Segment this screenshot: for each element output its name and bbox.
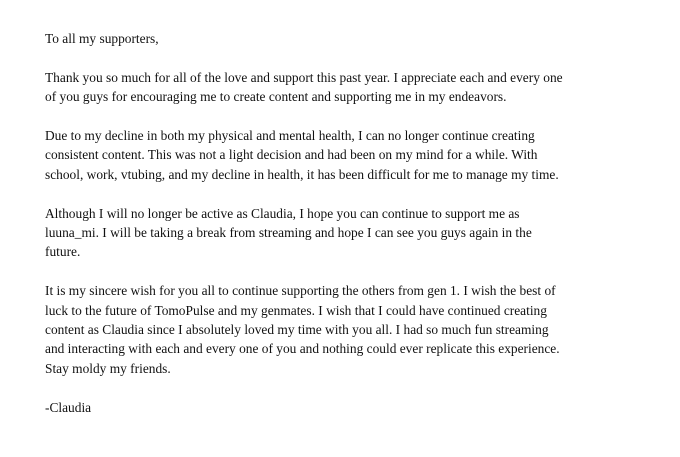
paragraph-line: luck to the future of TomoPulse and my genmates. I wish that I could have continued creating (45, 302, 547, 318)
letter-body (45, 29, 665, 417)
paragraph-line: Stay moldy my friends. (45, 360, 171, 376)
paragraph-line: Although I will no longer be active as Claudia, I hope you can continue to support me as (45, 205, 520, 221)
paragraph-line: luuna_mi. I will be taking a break from streaming and hope I can see you guys again in the (45, 225, 532, 241)
paragraph-line: school, work, vtubing, and my decline in health, it has been difficult for me to manage my time. (45, 166, 559, 182)
paragraph-future (45, 204, 665, 262)
paragraph-thanks (45, 68, 665, 107)
paragraph-line: and interacting with each and every one of you and nothing could ever replicate this experience. (45, 341, 560, 357)
paragraph-line: Due to my decline in both my physical and mental health, I can no longer continue creating (45, 128, 535, 143)
paragraph-line: It is my sincere wish for you all to continue supporting the others from gen 1. I wish the best of (45, 283, 556, 299)
letter-signoff: -Claudia (45, 399, 92, 415)
paragraph-line: Thank you so much for all of the love and support this past year. I appreciate each and every one (45, 69, 563, 85)
paragraph-line: of you guys for encouraging me to create content and supporting me in my endeavors. (45, 89, 507, 105)
paragraph-health (45, 126, 665, 184)
paragraph-line: future. (45, 244, 81, 260)
letter-greeting: To all my supporters, (45, 31, 159, 46)
paragraph-line: consistent content. This was not a light decision and had been on my mind for a while. With (45, 147, 538, 163)
paragraph-wishes (45, 281, 665, 378)
paragraph-line: content as Claudia since I absolutely loved my time with you all. I had so much fun streaming (45, 322, 549, 338)
